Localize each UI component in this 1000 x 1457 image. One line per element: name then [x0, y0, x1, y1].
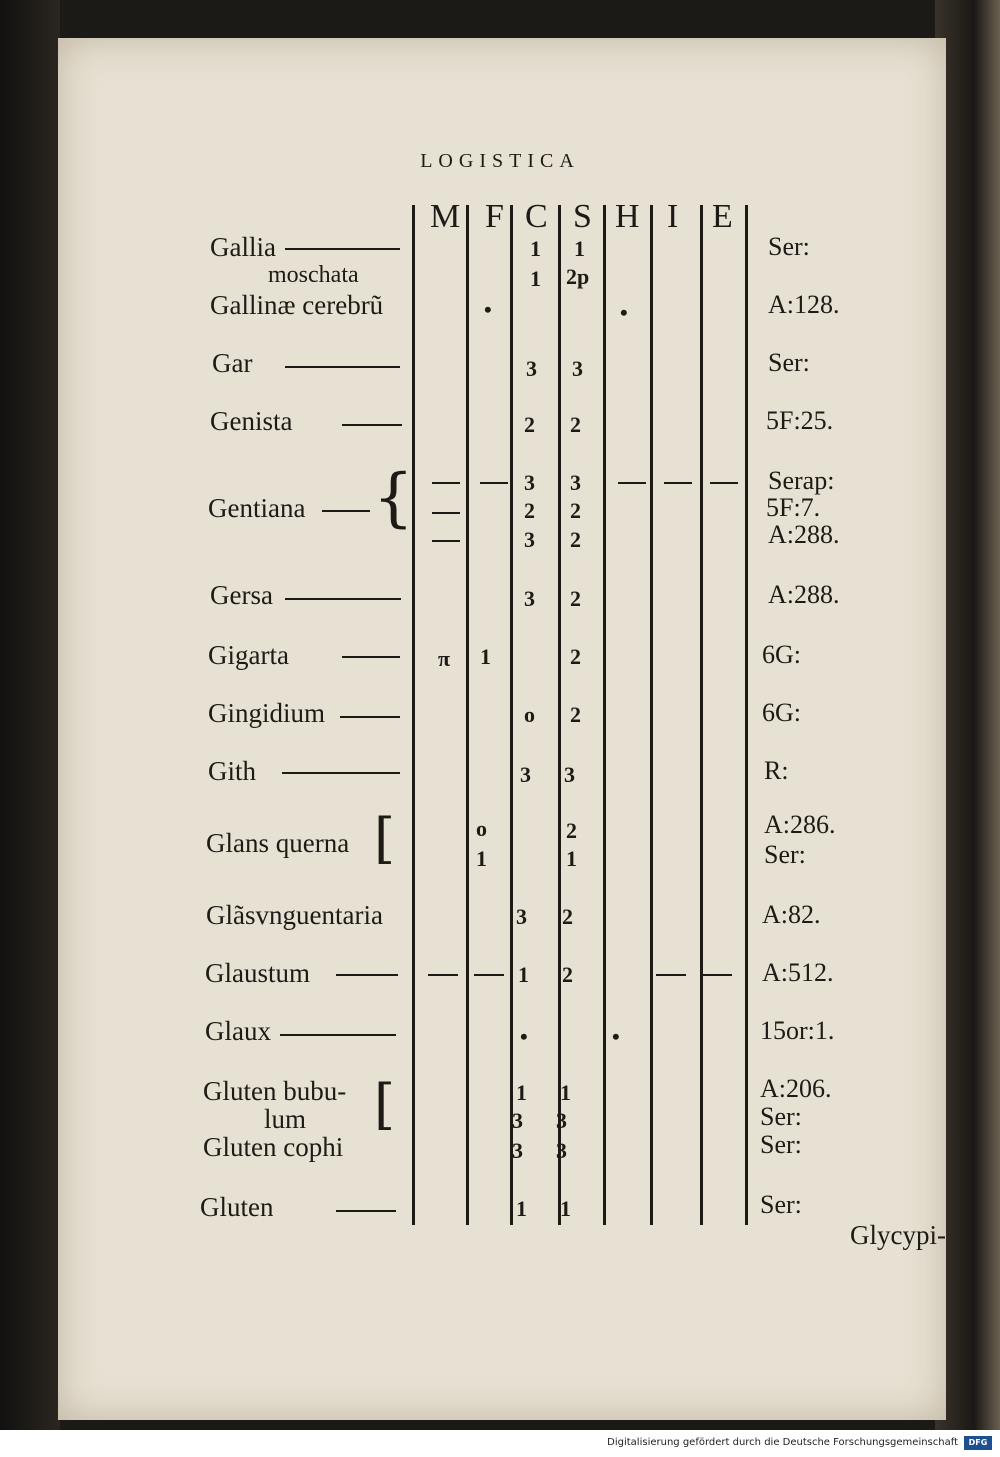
reference: Ser:	[768, 348, 810, 377]
cell-s: 3	[556, 1138, 567, 1163]
cell-c: 1	[516, 1196, 527, 1221]
brace-glyph: [	[374, 1073, 396, 1136]
cell-s: 2p	[566, 264, 590, 289]
leader-line	[336, 1210, 396, 1212]
column-rule	[510, 205, 513, 1225]
entry-name: Glãsvnguentaria	[206, 900, 383, 930]
dash-mark	[480, 482, 508, 484]
leader-line	[280, 1034, 396, 1036]
cell-s: 3	[556, 1108, 567, 1133]
cell-s: 3	[564, 762, 575, 787]
entry-name: Gith	[208, 756, 257, 786]
cell-f: 1	[480, 644, 491, 669]
cell-m: π	[438, 646, 451, 671]
reference: Ser:	[760, 1102, 802, 1131]
entry-name: Gersa	[210, 580, 273, 610]
reference: A:206.	[760, 1074, 832, 1103]
cell-f: •	[484, 297, 492, 322]
reference: A:288.	[768, 520, 840, 549]
dash-mark	[428, 974, 458, 976]
dash-mark	[618, 482, 646, 484]
brace-glyph: {	[373, 461, 414, 535]
column-rule	[745, 205, 748, 1225]
book-edge-left	[0, 0, 60, 1430]
cell-s: 2	[562, 904, 573, 929]
reference: Ser:	[768, 232, 810, 261]
cell-s: 1	[566, 846, 577, 871]
cell-c: 3	[512, 1108, 523, 1133]
reference: 5F:7.	[766, 493, 821, 522]
dash-mark	[432, 540, 460, 542]
column-header-h: H	[615, 198, 640, 235]
column-header-c: C	[525, 198, 548, 235]
cell-c: 2	[524, 498, 535, 523]
cell-c: 3	[524, 586, 535, 611]
column-header-s: S	[573, 198, 592, 235]
cell-c: 3	[524, 527, 535, 552]
entry-name: Gallia	[210, 232, 276, 262]
entry-name: Glans querna	[206, 828, 350, 858]
column-rule	[700, 205, 703, 1225]
entry-name: Gentiana	[208, 493, 306, 523]
reference: Serap:	[768, 466, 835, 495]
column-header-e: E	[712, 198, 733, 235]
entry-name: Gluten bubu-	[203, 1076, 347, 1106]
reference: 6G:	[762, 698, 801, 727]
dash-mark	[432, 482, 460, 484]
cell-c: •	[520, 1024, 528, 1049]
cell-s: 2	[570, 498, 581, 523]
leader-line	[285, 366, 400, 368]
cell-s: 1	[560, 1196, 571, 1221]
column-rule	[603, 205, 606, 1225]
dfg-logo-icon[interactable]: DFG	[964, 1436, 992, 1450]
column-header-m: M	[430, 198, 461, 235]
cell-s: 2	[562, 962, 573, 987]
entry-name: Gigarta	[208, 640, 289, 670]
book-page	[58, 38, 946, 1420]
reference: 15or:1.	[760, 1016, 835, 1045]
column-rule	[650, 205, 653, 1225]
entry-name: Glaux	[205, 1016, 271, 1046]
dash-mark	[664, 482, 692, 484]
reference: 5F:25.	[766, 406, 834, 435]
dash-mark	[702, 974, 732, 976]
column-rule	[412, 205, 415, 1225]
entry-name-continued: lum	[264, 1104, 307, 1134]
entry-name: Gluten cophi	[203, 1132, 344, 1162]
dash-mark	[432, 512, 460, 514]
cell-s: 2	[570, 586, 581, 611]
entry-name: moschata	[268, 262, 359, 288]
reference: Ser:	[764, 840, 806, 869]
entry-name: Gar	[212, 348, 253, 378]
cell-s: 2	[570, 412, 581, 437]
cell-c: o	[524, 702, 535, 727]
cell-f: 1	[476, 846, 487, 871]
reference: Ser:	[760, 1130, 802, 1159]
entry-name: Glaustum	[205, 958, 310, 988]
cell-c: 3	[520, 762, 531, 787]
cell-c: 3	[516, 904, 527, 929]
leader-line	[285, 598, 401, 600]
catchword: Glycypi-	[850, 1220, 946, 1250]
entry-name: Gingidium	[208, 698, 326, 728]
cell-c: 1	[530, 236, 541, 261]
cell-s: 1	[560, 1080, 571, 1105]
cell-c: 3	[526, 356, 537, 381]
footer-text: Digitalisierung gefördert durch die Deutsche Forschungsgemeinschaft	[607, 1437, 958, 1448]
reference: A:286.	[764, 810, 836, 839]
column-header-i: I	[667, 198, 679, 235]
reference: Ser:	[760, 1190, 802, 1219]
leader-line	[336, 974, 398, 976]
cell-s: 2	[570, 527, 581, 552]
entry-name: Gluten	[200, 1192, 274, 1222]
leader-line	[282, 772, 400, 774]
cell-s: 3	[570, 470, 581, 495]
digitization-footer	[0, 1430, 1000, 1457]
cell-c: 3	[524, 470, 535, 495]
leader-line	[342, 424, 402, 426]
entry-name: Genista	[210, 406, 293, 436]
column-rule	[558, 205, 561, 1225]
leader-line	[285, 248, 400, 250]
cell-f: o	[476, 816, 487, 841]
leader-line	[342, 656, 400, 658]
cell-s: 3	[572, 356, 583, 381]
reference: 6G:	[762, 640, 801, 669]
column-header-f: F	[485, 198, 504, 235]
cell-c: 1	[530, 266, 541, 291]
running-head: LOGISTICA	[420, 150, 580, 172]
cell-c: 1	[516, 1080, 527, 1105]
cell-s: 1	[574, 236, 585, 261]
cell-s: 2	[570, 702, 581, 727]
reference: A:288.	[768, 580, 840, 609]
dash-mark	[474, 974, 504, 976]
reference: A:512.	[762, 958, 834, 987]
cell-c: 2	[524, 412, 535, 437]
cell-h: •	[620, 300, 628, 325]
brace-glyph: [	[374, 807, 396, 870]
dash-mark	[710, 482, 738, 484]
leader-line	[340, 716, 400, 718]
column-rule	[466, 205, 469, 1225]
leader-line	[322, 510, 370, 512]
cell-s: 2	[570, 644, 581, 669]
reference: A:82.	[762, 900, 821, 929]
dash-mark	[656, 974, 686, 976]
cell-c: 1	[518, 962, 529, 987]
reference: R:	[764, 756, 789, 785]
reference: A:128.	[768, 290, 840, 319]
cell-h: •	[612, 1024, 620, 1049]
cell-c: 3	[512, 1138, 523, 1163]
cell-s: 2	[566, 818, 577, 843]
entry-name: Gallinæ cerebrũ	[210, 290, 384, 320]
